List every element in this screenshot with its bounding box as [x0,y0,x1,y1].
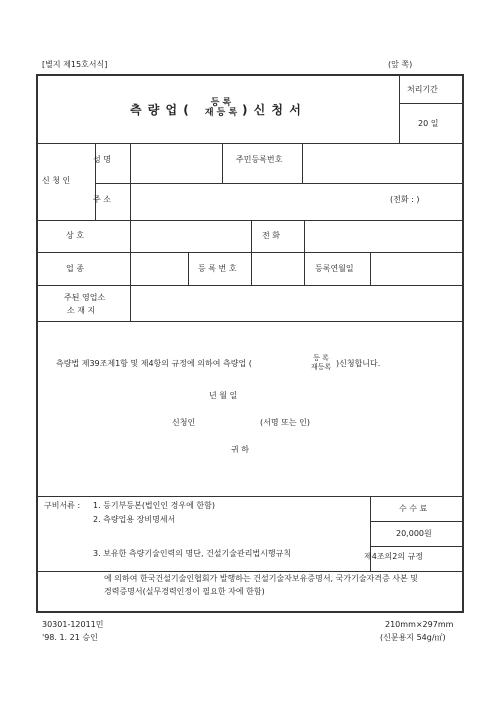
applicant-signature-field[interactable] [208,414,258,430]
registration-date-label: 등록연월일 [315,264,354,273]
resident-number-label: 주민등록번호 [236,155,283,164]
business-phone-label: 전 화 [262,231,280,240]
statement-option-reregister: 재등록 [310,363,332,371]
main-office-address-field[interactable] [131,286,462,321]
trade-name-label: 상 호 [66,231,84,240]
title-prefix: 측 량 업 ( [130,103,190,117]
paper-size: 210mm×297mm [385,620,454,629]
title-option-reregister: 재 등 록 [204,108,238,118]
main-office-label-line2: 소 재 지 [67,306,96,315]
rule [399,103,462,104]
rule [188,252,189,285]
page-side: (앞 쪽) [388,60,413,69]
title-option-register: 등 록 [210,98,232,108]
form-code: 30301-12011민 [42,620,104,629]
recipient: 귀 하 [231,445,249,454]
rule [304,252,305,285]
title-suffix: ) 신 청 서 [242,103,302,117]
processing-period-label: 처리기간 [407,85,438,94]
processing-period-value: 20 일 [418,119,439,128]
rule [370,521,462,522]
signature-note: (서명 또는 인) [260,418,310,427]
statement-text-end: )신청합니다. [336,359,381,368]
applicant-group-label: 신 청 인 [42,176,71,185]
applicant-name-field[interactable] [130,147,222,183]
paper-type: (신문용지 54g/㎡) [380,633,446,642]
trade-name-field[interactable] [131,221,251,252]
applicant-phone: (전화 : ) [390,195,420,204]
rule [399,76,400,143]
required-document-3: 3. 보유한 측량기술인력의 명단, 건설기술관리법시행규칙 [93,549,292,558]
business-phone-field[interactable] [305,221,462,252]
required-document-3-continued-2: 경력증명서(실무경력인정이 필요한 자에 한함) [104,587,265,596]
form-number: [별지 제15호서식] [42,60,108,69]
applicant-address-field[interactable] [131,184,381,220]
main-office-label-line1: 주된 영업소 [64,293,106,302]
rule [370,546,462,547]
fee-value: 20,000원 [396,529,432,538]
resident-number-field[interactable] [302,144,462,183]
rule [38,321,462,322]
required-document-3-rule: 제4조의2의 규정 [364,552,424,561]
rule [38,496,462,497]
registration-date-field[interactable] [371,253,462,285]
application-date: 년 월 일 [209,391,238,400]
business-type-label: 업 종 [66,264,84,273]
registration-number-label: 등 록 번 호 [198,264,237,273]
rule [38,571,462,572]
applicant-name-label: 성 명 [93,155,111,164]
required-documents-label: 구비서류 : [44,501,81,510]
required-document-3-continued-1: 에 의하여 한국건설기술인협회가 발행하는 건설기술자보유증명서, 국가기술자격증 사본 및 [104,574,419,583]
rule [222,143,223,183]
statement-option-register: 등 록 [313,354,329,362]
fee-label: 수 수 료 [399,504,428,513]
applicant-signature-label: 신청인 [172,418,196,427]
business-type-field[interactable] [131,253,188,285]
title-register-options [199,98,243,118]
applicant-address-label: 주 소 [93,195,111,204]
statement-text: 측량법 제39조제1항 및 제4항의 규정에 의하여 측량업 ( [56,359,252,368]
rule [251,220,252,252]
approval-date: '98. 1. 21 승인 [42,633,98,642]
statement-register-options [304,354,338,372]
registration-number-field[interactable] [252,253,304,285]
required-document-1: 1. 등기부등본(법인인 경우에 한함) [93,501,215,510]
required-document-2: 2. 측량업용 장비명세서 [93,515,176,524]
